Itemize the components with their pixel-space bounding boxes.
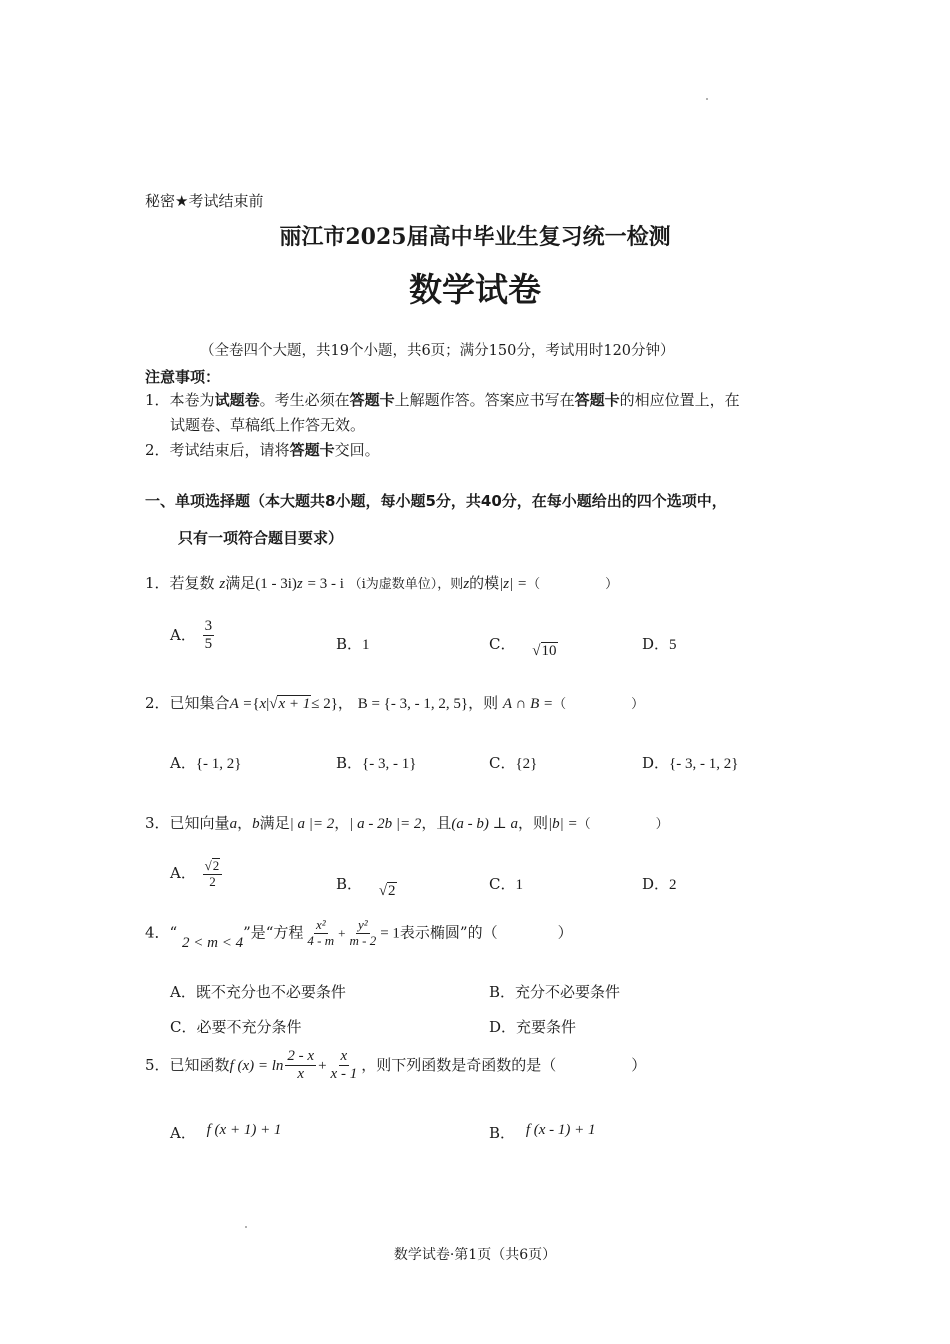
q1-option-a-fraction bbox=[203, 618, 215, 654]
note-2-text-c: 交回。 bbox=[334, 441, 380, 459]
q5-option-a-label: A． bbox=[170, 1124, 196, 1142]
q5-fraction-1 bbox=[285, 1048, 316, 1084]
q5-option-a[interactable] bbox=[170, 1122, 281, 1143]
q5-option-a-value: f (x + 1) + 1 bbox=[206, 1122, 282, 1138]
secret-label: 秘密★考试结束前 bbox=[145, 192, 264, 210]
q4-option-b-value: 充分不必要条件 bbox=[515, 983, 621, 1001]
q3-cond-3: (a - b) ⊥ a bbox=[451, 816, 518, 832]
q1-option-a[interactable] bbox=[170, 618, 216, 654]
q2-expr: A ∩ B = bbox=[502, 696, 554, 712]
q2-option-b[interactable] bbox=[336, 752, 416, 773]
q3-vec-a: a bbox=[229, 816, 238, 832]
note-1-line2: 试题卷、草稿纸上作答无效。 bbox=[170, 416, 366, 434]
q2-set-a-var: x bbox=[259, 696, 267, 712]
q3-a-sqrt: √ 2 bbox=[204, 858, 220, 873]
q2-answer-paren: （ ） bbox=[553, 697, 645, 712]
q5-option-b-value: f (x - 1) + 1 bbox=[525, 1122, 596, 1138]
note-1-text-a: 本卷为 bbox=[169, 391, 215, 409]
q1-expr: (1 - 3i) bbox=[255, 576, 297, 592]
note-2 bbox=[145, 439, 380, 460]
exam-info: （全卷四个大题，共19个小题，共6页；满分150分，考试用时120分钟） bbox=[200, 343, 675, 359]
q4-option-d[interactable] bbox=[489, 1016, 576, 1037]
q3-option-c-label: C． bbox=[489, 875, 516, 893]
q1-option-c-radicand: 10 bbox=[541, 643, 557, 659]
q2-set-a-radicand: x + 1 bbox=[278, 696, 311, 712]
q1-text-2: 满足 bbox=[225, 574, 256, 592]
note-2-num: 2． bbox=[145, 441, 170, 459]
q1-option-c-sqrt: √ 10 bbox=[532, 643, 557, 659]
q5-plus: + bbox=[318, 1057, 327, 1074]
q3-cond-1: | a |= 2 bbox=[289, 816, 335, 832]
page-footer: 数学试卷·第1页（共6页） bbox=[393, 1247, 557, 1263]
q2-set-a-sep: | bbox=[266, 696, 270, 712]
q3-a-numerator bbox=[203, 858, 223, 875]
q4-fraction-2 bbox=[347, 918, 378, 949]
notes-heading: 注意事项： bbox=[145, 368, 221, 386]
q1-var-z: z bbox=[219, 576, 226, 592]
q4-quote-open: “ bbox=[169, 923, 178, 942]
q4-option-c-label: C． bbox=[170, 1018, 197, 1036]
q1-number: 1． bbox=[145, 574, 170, 592]
note-1-text-c: 。考生必须在 bbox=[259, 391, 350, 409]
q3-option-d[interactable] bbox=[642, 873, 677, 894]
q3-option-c[interactable] bbox=[489, 873, 523, 894]
q4-text-1: ”是“方程 bbox=[243, 923, 304, 942]
q1-option-c[interactable] bbox=[489, 633, 558, 659]
exam-title: 丽江市2025届高中毕业生复习统一检测 bbox=[279, 224, 671, 250]
q2-set-a-name: A = bbox=[229, 696, 253, 712]
scan-speck bbox=[706, 98, 708, 100]
q1-option-b-label: B． bbox=[336, 635, 363, 653]
q4-option-a-value: 既不充分也不必要条件 bbox=[195, 983, 346, 1001]
subject-title: 数学试卷 bbox=[409, 270, 541, 309]
note-2-emph: 答题卡 bbox=[289, 441, 335, 459]
q1-a-denominator: 5 bbox=[204, 636, 213, 653]
q1-var-z2: z bbox=[296, 576, 303, 592]
q2-set-a-sqrt: √ x + 1 bbox=[269, 696, 311, 712]
note-1-emph-d: 答题卡 bbox=[349, 391, 395, 409]
q4-number: 4． bbox=[145, 923, 170, 942]
q1-option-d-label: D． bbox=[642, 635, 670, 653]
q1-answer-paren: （ ） bbox=[527, 577, 619, 592]
q1-rhs: = 3 - i bbox=[307, 576, 344, 592]
q4-fraction-1 bbox=[305, 918, 336, 949]
question-5 bbox=[145, 1048, 646, 1084]
q3-modulus: |b| = bbox=[547, 816, 578, 832]
q1-modulus: |z| = bbox=[499, 576, 528, 592]
section1-heading-cont: 只有一项符合题目要求） bbox=[178, 529, 344, 547]
q1-option-d-value: 5 bbox=[669, 637, 677, 653]
q5-function: f (x) = ln bbox=[229, 1057, 284, 1074]
q2-option-c-value: {2} bbox=[515, 756, 538, 772]
q2-set-a-close: } bbox=[330, 696, 338, 712]
q3-text-2: 满足 bbox=[259, 814, 290, 832]
q1-option-b-value: 1 bbox=[362, 637, 370, 653]
q3-text-1: 已知向量 bbox=[169, 814, 230, 832]
q3-option-b-sqrt: √ 2 bbox=[378, 883, 396, 899]
q3-answer-paren: （ ） bbox=[577, 817, 669, 832]
q5-option-b[interactable] bbox=[489, 1122, 596, 1143]
q3-option-a-fraction bbox=[203, 858, 223, 890]
q1-option-b[interactable] bbox=[336, 633, 370, 654]
q5-text-2: ，则下列函数是奇函数的是（ ） bbox=[361, 1055, 647, 1074]
question-2: 2．已知集合A ={x|√ x + 1 ≤ 2}， B = {- 3, - 1, 2, 5}，则 A ∩ B =（ ） bbox=[145, 694, 645, 712]
q5-number: 5． bbox=[145, 1055, 170, 1074]
q5-fraction-2 bbox=[329, 1048, 360, 1084]
q1-option-a-label: A． bbox=[170, 625, 196, 644]
q3-option-b[interactable] bbox=[336, 873, 397, 899]
q4-f2-numerator: y² bbox=[358, 917, 368, 932]
q1-text-3: （i为虚数单位），则 bbox=[348, 577, 464, 592]
q4-option-b-label: B． bbox=[489, 983, 516, 1001]
question-1 bbox=[145, 572, 618, 593]
q2-option-d-value: {- 3, - 1, 2} bbox=[669, 756, 739, 772]
q4-text-2: 表示椭圆”的（ ） bbox=[399, 923, 573, 942]
q4-plus: + bbox=[338, 925, 346, 941]
q3-option-b-label: B． bbox=[336, 875, 363, 893]
q4-f2-denominator: m - 2 bbox=[349, 932, 377, 948]
q3-option-d-value: 2 bbox=[669, 877, 677, 893]
q2-option-d[interactable] bbox=[642, 752, 738, 773]
q2-option-a-value: {- 1, 2} bbox=[195, 756, 242, 772]
q4-option-a[interactable] bbox=[170, 981, 346, 1002]
q2-number: 2． bbox=[145, 694, 170, 712]
note-1-emph-b: 试题卷 bbox=[214, 391, 260, 409]
q4-option-c[interactable] bbox=[170, 1016, 302, 1037]
q5-f1-denominator: x bbox=[297, 1066, 305, 1083]
q2-set-b: B = {- 3, - 1, 2, 5} bbox=[357, 696, 469, 712]
q2-option-a[interactable] bbox=[170, 752, 242, 773]
q3-a-denominator: 2 bbox=[209, 873, 216, 889]
q1-var-z3: z bbox=[463, 576, 470, 592]
q5-f2-denominator: x - 1 bbox=[330, 1066, 358, 1083]
q2-option-c-label: C． bbox=[489, 754, 516, 772]
question-3: 3．已知向量a，b满足| a |= 2，| a - 2b |= 2，且(a - b) ⊥ a，则|b| =（ ） bbox=[145, 814, 669, 832]
note-1-num: 1． bbox=[145, 391, 170, 409]
note-1-emph-f: 答题卡 bbox=[574, 391, 620, 409]
q4-condition: 2 < m < 4 bbox=[182, 935, 244, 952]
note-2-text-a: 考试结束后，请将 bbox=[169, 441, 290, 459]
q3-number: 3． bbox=[145, 814, 170, 832]
q4-option-c-value: 必要不充分条件 bbox=[196, 1018, 302, 1036]
q3-text-3: ，且 bbox=[421, 814, 452, 832]
q2-option-b-label: B． bbox=[336, 754, 363, 772]
q2-option-b-value: {- 3, - 1} bbox=[362, 756, 417, 772]
q4-option-d-label: D． bbox=[489, 1018, 517, 1036]
q3-vec-b: b bbox=[252, 816, 260, 832]
q1-option-d[interactable] bbox=[642, 633, 677, 654]
q2-set-a-cond: ≤ 2 bbox=[311, 696, 331, 712]
q4-option-b[interactable] bbox=[489, 981, 620, 1002]
q1-option-c-label: C． bbox=[489, 635, 516, 653]
q4-eq: = 1 bbox=[380, 925, 400, 942]
q4-option-a-label: A． bbox=[170, 983, 196, 1001]
q3-option-d-label: D． bbox=[642, 875, 670, 893]
q4-f1-numerator: x² bbox=[315, 917, 326, 932]
q2-option-a-label: A． bbox=[170, 754, 196, 772]
note-1-text-e: 上解题作答。答案应书写在 bbox=[394, 391, 575, 409]
q5-text-1: 已知函数 bbox=[169, 1055, 230, 1074]
q3-text-4: ，则 bbox=[517, 814, 548, 832]
q2-text-1: 已知集合 bbox=[169, 694, 230, 712]
q1-text-1: 若复数 bbox=[169, 574, 215, 592]
note-1 bbox=[145, 389, 740, 410]
q3-option-c-value: 1 bbox=[515, 877, 523, 893]
q2-option-c[interactable] bbox=[489, 752, 537, 773]
q3-option-a-label: A． bbox=[170, 863, 196, 882]
q4-f1-denominator: 4 - m bbox=[307, 932, 335, 948]
note-1-text-g: 的相应位置上，在 bbox=[619, 391, 740, 409]
q3-cond-2: | a - 2b |= 2 bbox=[349, 816, 422, 832]
q2-text-2: ，则 bbox=[468, 694, 499, 712]
q3-a-radicand: 2 bbox=[212, 858, 220, 873]
scan-speck bbox=[245, 1226, 247, 1228]
q1-a-numerator: 3 bbox=[203, 618, 215, 636]
question-4 bbox=[145, 917, 573, 952]
q5-f1-numerator: 2 - x bbox=[285, 1048, 316, 1066]
q2-option-d-label: D． bbox=[642, 754, 670, 772]
q1-text-4: 的模 bbox=[469, 574, 500, 592]
section1-heading: 一、单项选择题（本大题共8小题，每小题5分，共40分，在每小题给出的四个选项中， bbox=[145, 492, 727, 510]
q3-option-a[interactable] bbox=[170, 858, 224, 890]
q2-set-a-open: { bbox=[252, 696, 260, 712]
q5-f2-numerator: x bbox=[339, 1048, 350, 1066]
q3-option-b-radicand: 2 bbox=[388, 883, 396, 899]
q5-option-b-label: B． bbox=[489, 1124, 516, 1142]
q4-option-d-value: 充要条件 bbox=[516, 1018, 577, 1036]
